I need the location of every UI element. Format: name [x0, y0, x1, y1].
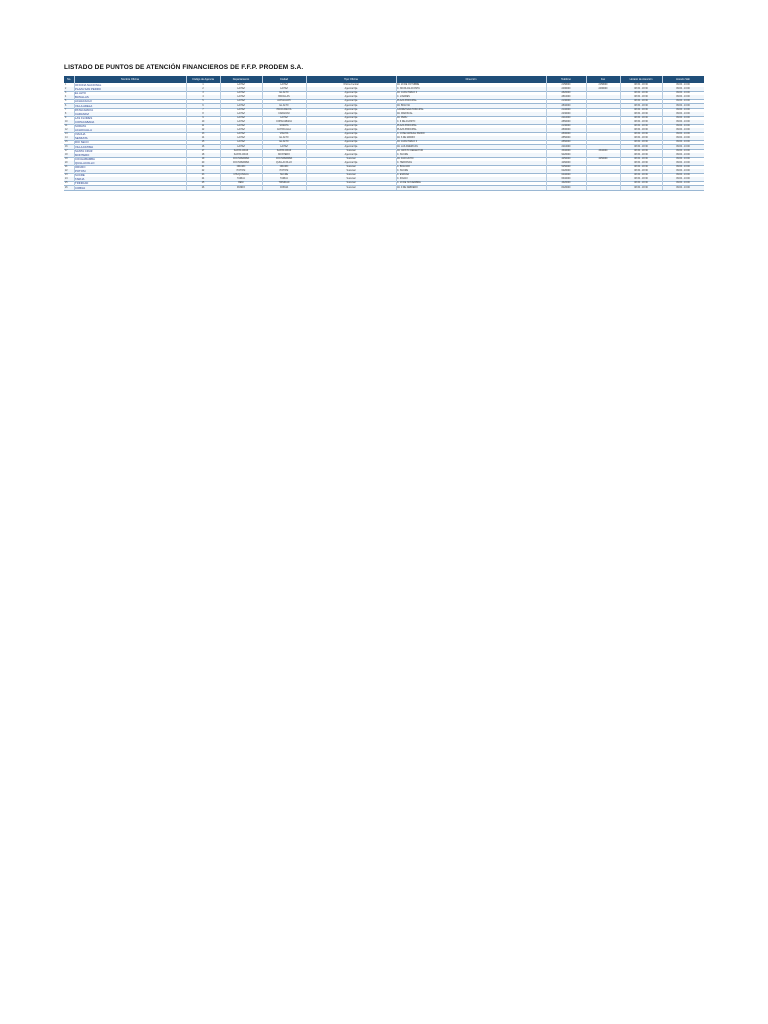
- cell-hours: 08:30 - 18:30: [634, 88, 648, 91]
- cell-hours: 08:30 - 18:30: [634, 170, 648, 173]
- cell-department: LA PAZ: [237, 88, 245, 91]
- cell-address: C. INGAVI: [397, 178, 408, 181]
- cell-no: 1: [65, 84, 67, 86]
- cell-no: 15: [65, 141, 68, 144]
- cell-office-name: POTOSI: [75, 169, 86, 174]
- cell-agency-code: 20: [201, 161, 205, 164]
- cell-department: LA PAZ: [237, 96, 245, 99]
- cell-agency-code: 10: [201, 120, 205, 123]
- cell-department: LA PAZ: [237, 120, 245, 123]
- cell-office-name: SUCRE: [75, 173, 85, 178]
- cell-no: 23: [65, 174, 68, 177]
- cell-city: EL ALTO: [279, 141, 289, 144]
- table-header: [64, 76, 704, 83]
- cell-department: COCHABAMBA: [232, 157, 250, 160]
- cell-office-type: Sucursal: [346, 149, 356, 152]
- cell-hours: 08:30 - 18:30: [634, 104, 648, 107]
- cell-phone: 6440000: [561, 174, 571, 177]
- cell-phone: 3340000: [561, 149, 571, 152]
- cell-office-type: Agencia Fija: [344, 141, 358, 144]
- cell-saturday-hours: 09:00 - 13:00: [676, 108, 690, 111]
- cell-hours: 08:30 - 18:30: [634, 157, 648, 160]
- cell-city: EL ALTO: [279, 104, 289, 107]
- cell-city: LA PAZ: [280, 116, 288, 119]
- cell-address: AV. JUAN PABLO II: [397, 92, 417, 95]
- cell-no: 21: [65, 166, 68, 168]
- cell-department: COCHABAMBA: [232, 161, 250, 164]
- column-header-no: No.: [66, 78, 72, 81]
- cell-department: LA PAZ: [237, 112, 245, 115]
- cell-address: C. 18 DE NOVIEMBRE: [397, 182, 421, 185]
- cell-department: LA PAZ: [237, 116, 245, 119]
- cell-office-type: Agencia Fija: [344, 88, 358, 91]
- cell-hours: 08:30 - 18:30: [634, 108, 648, 111]
- cell-department: LA PAZ: [237, 104, 245, 107]
- cell-hours: 08:30 - 18:30: [634, 149, 648, 152]
- column-header-fax: Fax: [600, 78, 606, 81]
- cell-office-type: Agencia Fija: [344, 100, 358, 103]
- cell-office-type: Agencia Fija: [344, 125, 358, 127]
- cell-saturday-hours: 09:00 - 13:00: [676, 112, 690, 115]
- column-divider: [220, 76, 221, 190]
- cell-phone: 2140000: [561, 108, 571, 111]
- cell-agency-code: 18: [201, 153, 205, 156]
- cell-saturday-hours: 09:00 - 13:00: [676, 182, 690, 185]
- cell-phone: 2800000: [561, 129, 571, 132]
- cell-office-type: Agencia Fija: [344, 161, 358, 164]
- cell-department: ORURO: [236, 166, 246, 168]
- cell-agency-code: 7: [202, 108, 204, 111]
- cell-department: LA PAZ: [237, 145, 245, 148]
- column-divider: [662, 76, 663, 190]
- cell-no: 8: [65, 112, 67, 115]
- cell-city: EL ALTO: [279, 92, 289, 95]
- cell-office-name: SORATA: [75, 124, 87, 128]
- cell-address: AV. JUAN PABLO II: [397, 141, 417, 144]
- table-row: [64, 186, 704, 191]
- cell-address: C. 6 DE AGOSTO: [397, 120, 416, 123]
- cell-phone: 2130000: [561, 125, 571, 127]
- cell-city: POTOSI: [279, 170, 289, 173]
- column-header-hours: Horario de Atención: [629, 78, 653, 81]
- cell-agency-code: 11: [201, 125, 205, 127]
- cell-hours: 08:30 - 18:30: [634, 141, 648, 144]
- cell-department: LA PAZ: [237, 84, 245, 86]
- cell-saturday-hours: 09:00 - 13:00: [676, 145, 690, 148]
- cell-address: C. NICOLAS ACOSTA: [397, 88, 420, 91]
- cell-saturday-hours: 09:00 - 13:00: [676, 170, 690, 173]
- cell-address: AV. LAS AMERICAS: [397, 145, 418, 148]
- cell-agency-code: 2: [202, 88, 204, 91]
- cell-city: SUCRE: [279, 174, 289, 177]
- cell-hours: 08:30 - 18:30: [634, 182, 648, 185]
- cell-department: LA PAZ: [237, 92, 245, 95]
- cell-city: EL ALTO: [279, 137, 289, 140]
- cell-office-name: RIO SECO: [75, 140, 89, 145]
- cell-agency-code: 3: [202, 92, 204, 95]
- cell-saturday-hours: 09:00 - 13:00: [676, 149, 690, 152]
- cell-fax: 2490000: [598, 88, 608, 91]
- cell-saturday-hours: 09:00 - 13:00: [676, 153, 690, 156]
- cell-office-name: ORURO: [75, 165, 86, 169]
- cell-saturday-hours: 09:00 - 13:00: [676, 92, 690, 95]
- cell-saturday-hours: 09:00 - 13:00: [676, 174, 690, 177]
- cell-office-type: Agencia Fija: [344, 112, 358, 115]
- cell-office-name: VILLA ADELA: [75, 103, 93, 108]
- cell-address: PLAZA PRINCIPAL: [397, 129, 417, 132]
- cell-office-type: Sucursal: [346, 157, 356, 160]
- cell-address: C. ESPAÑA: [397, 174, 410, 177]
- cell-city: ACHACACHI: [277, 100, 291, 103]
- cell-office-type: Sucursal: [346, 166, 356, 168]
- cell-address: C. SUCRE: [397, 170, 408, 173]
- cell-hours: 08:30 - 18:30: [634, 137, 648, 140]
- cell-office-name: QUILLACOLLO: [75, 160, 95, 165]
- cell-saturday-hours: 09:00 - 13:00: [676, 129, 690, 132]
- cell-city: SANTA CRUZ: [276, 149, 292, 152]
- cell-saturday-hours: 09:00 - 13:00: [676, 133, 690, 136]
- cell-no: 12: [65, 129, 68, 132]
- offices-table: [64, 76, 704, 964]
- cell-department: LA PAZ: [237, 137, 245, 140]
- cell-no: 19: [65, 157, 68, 160]
- cell-department: LA PAZ: [237, 141, 245, 144]
- cell-address: C. JOSE MANUEL PANDO: [397, 133, 425, 136]
- cell-city: COBIJA: [279, 186, 289, 189]
- cell-address: AV. PERU: [397, 116, 408, 119]
- cell-phone: 2810000: [561, 96, 571, 99]
- cell-office-type: Agencia Fija: [344, 120, 358, 123]
- cell-hours: 08:30 - 18:30: [634, 120, 648, 123]
- column-divider: [620, 76, 621, 190]
- cell-office-type: Sucursal: [346, 178, 356, 181]
- cell-agency-code: 16: [201, 145, 205, 148]
- cell-department: BENI: [238, 182, 244, 185]
- cell-address: AV. 6 DE MARZO: [397, 137, 415, 140]
- cell-phone: 6220000: [561, 170, 571, 173]
- cell-city: MONTERO: [278, 153, 290, 156]
- cell-office-name: BATALLAS: [75, 95, 89, 100]
- cell-address: AV. CRISTO REDENTOR: [397, 149, 424, 152]
- cell-agency-code: 15: [201, 141, 205, 144]
- cell-agency-code: 25: [201, 182, 205, 185]
- cell-office-name: ACHOCALLA: [75, 128, 92, 133]
- cell-address: C. BOLIVAR: [397, 166, 410, 168]
- cell-city: TRINIDAD: [278, 182, 290, 185]
- cell-city: COPACABANA: [276, 120, 292, 123]
- cell-saturday-hours: 09:00 - 13:00: [676, 125, 690, 127]
- cell-office-type: Agencia Fija: [344, 116, 358, 119]
- cell-saturday-hours: 09:00 - 13:00: [676, 84, 690, 86]
- cell-office-name: LAS FLORES: [75, 115, 93, 120]
- cell-saturday-hours: 09:00 - 13:00: [676, 88, 690, 91]
- cell-office-name: COPACABANA: [75, 119, 95, 124]
- cell-agency-code: 26: [201, 186, 205, 189]
- cell-phone: 9220000: [561, 153, 571, 156]
- cell-address: C. LINARES: [397, 96, 410, 99]
- cell-phone: 2158000: [561, 84, 571, 86]
- cell-hours: 08:30 - 18:30: [634, 145, 648, 148]
- cell-city: SORATA: [279, 125, 289, 127]
- cell-office-name: SANTA CRUZ: [75, 148, 93, 153]
- cell-phone: 2230000: [561, 112, 571, 115]
- cell-office-name: SENKATA: [75, 136, 88, 141]
- cell-saturday-hours: 09:00 - 13:00: [676, 96, 690, 99]
- cell-agency-code: 13: [201, 133, 205, 136]
- column-divider: [306, 76, 307, 190]
- cell-agency-code: 24: [201, 178, 205, 181]
- cell-office-type: Agencia Fija: [344, 145, 358, 148]
- cell-address: AV. MARISCAL: [397, 112, 413, 115]
- cell-phone: 4250000: [561, 157, 571, 160]
- cell-phone: 6640000: [561, 178, 571, 181]
- cell-department: LA PAZ: [237, 125, 245, 127]
- cell-hours: 08:30 - 18:30: [634, 161, 648, 164]
- column-header-city: Ciudad: [279, 78, 289, 81]
- cell-no: 11: [65, 125, 68, 127]
- cell-agency-code: 9: [202, 116, 204, 119]
- cell-no: 18: [65, 153, 68, 156]
- cell-no: 7: [65, 108, 67, 111]
- cell-office-name: EL ALTO: [75, 91, 86, 96]
- cell-address: PLAZA PRINCIPAL: [397, 100, 417, 103]
- cell-no: 13: [65, 133, 68, 136]
- cell-fax: 2158000: [598, 84, 608, 86]
- cell-office-name: TRINIDAD: [75, 181, 89, 186]
- cell-hours: 08:30 - 18:30: [634, 174, 648, 177]
- cell-fax: [587, 186, 619, 190]
- cell-office-name: COBIJA: [75, 185, 86, 190]
- cell-phone: 2850000: [561, 137, 571, 140]
- cell-phone: 4260000: [561, 161, 571, 164]
- cell-office-type: Agencia Fija: [344, 137, 358, 140]
- cell-no: 25: [65, 182, 68, 185]
- cell-office-name: MONTERO: [75, 152, 90, 157]
- cell-saturday-hours: 09:00 - 13:00: [676, 166, 690, 168]
- cell-department: LA PAZ: [237, 129, 245, 132]
- cell-phone: 8420000: [561, 186, 571, 189]
- cell-hours: 08:30 - 18:30: [634, 116, 648, 119]
- cell-hours: 08:30 - 18:30: [634, 129, 648, 132]
- cell-no: 26: [65, 186, 68, 189]
- cell-city: VIACHA: [279, 133, 289, 136]
- cell-office-name: COCHABAMBA: [75, 156, 95, 161]
- cell-no: 2: [65, 88, 67, 91]
- cell-no: 16: [65, 145, 68, 148]
- cell-phone: 2860000: [561, 120, 571, 123]
- cell-phone: 5250000: [561, 166, 571, 168]
- cell-no: 6: [65, 104, 67, 107]
- column-header-department: Departamento: [232, 78, 250, 81]
- column-divider: [262, 76, 263, 190]
- cell-office-type: Sucursal: [346, 170, 356, 173]
- cell-agency-code: 14: [201, 137, 205, 140]
- cell-hours: 08:30 - 18:30: [634, 84, 648, 86]
- cell-office-type: Agencia Fija: [344, 92, 358, 95]
- cell-office-type: Agencia Fija: [344, 133, 358, 136]
- cell-agency-code: 6: [202, 104, 204, 107]
- cell-saturday-hours: 09:00 - 13:00: [676, 120, 690, 123]
- column-divider: [186, 76, 187, 190]
- cell-office-name: CARANAVI: [75, 111, 90, 116]
- cell-saturday-hours: 09:00 - 13:00: [676, 137, 690, 140]
- cell-department: LA PAZ: [237, 100, 245, 103]
- cell-city: ACHOCALLA: [277, 129, 291, 132]
- cell-hours: 08:30 - 18:30: [634, 153, 648, 156]
- cell-address: PLAZA PRINCIPAL: [397, 125, 417, 127]
- cell-hours: 08:30 - 18:30: [634, 133, 648, 136]
- cell-address: C. SUCRE: [397, 153, 408, 156]
- cell-saturday-hours: 09:00 - 13:00: [676, 104, 690, 107]
- cell-office-type: Agencia Fija: [344, 153, 358, 156]
- column-divider: [546, 76, 547, 190]
- cell-office-name: ACHACACHI: [75, 99, 92, 104]
- cell-department: CHUQUISACA: [233, 174, 249, 177]
- cell-hours: 08:30 - 18:30: [634, 92, 648, 95]
- cell-office-type: Oficina Central: [343, 84, 359, 86]
- cell-saturday-hours: 09:00 - 13:00: [676, 100, 690, 103]
- cell-city: TARIJA: [280, 178, 288, 181]
- cell-phone: 2800000: [561, 133, 571, 136]
- cell-city: LA PAZ: [280, 84, 288, 86]
- cell-no: 17: [65, 149, 68, 152]
- cell-no: 4: [65, 96, 67, 99]
- cell-office-name: PLAZA SAN PEDRO: [75, 87, 101, 92]
- cell-office-type: Sucursal: [346, 174, 356, 177]
- cell-saturday-hours: 09:00 - 13:00: [676, 186, 690, 189]
- cell-department: POTOSI: [236, 170, 246, 173]
- cell-office-type: Agencia Fija: [344, 108, 358, 111]
- column-divider: [586, 76, 587, 190]
- cell-address: AV. AYACUCHO: [397, 157, 414, 160]
- cell-city: PATACAMAYA: [276, 108, 292, 111]
- cell-office-name: OFICINA NACIONAL: [75, 83, 102, 87]
- cell-agency-code: 19: [201, 157, 205, 160]
- cell-office-type: Agencia Fija: [344, 104, 358, 107]
- cell-agency-code: 23: [201, 174, 205, 177]
- cell-phone: 2840000: [561, 104, 571, 107]
- column-header-saturday-hours: Horario Sáb: [676, 78, 690, 81]
- cell-address: AV. 9 DE FEBRERO: [397, 186, 418, 189]
- cell-office-type: Sucursal: [346, 182, 356, 185]
- cell-hours: 08:30 - 18:30: [634, 125, 648, 127]
- cell-saturday-hours: 09:00 - 13:00: [676, 161, 690, 164]
- cell-agency-code: 17: [201, 149, 205, 152]
- cell-office-name: VIACHA: [75, 132, 86, 137]
- cell-city: LA PAZ: [280, 145, 288, 148]
- cell-no: 3: [65, 92, 67, 95]
- cell-city: CARANAVI: [278, 112, 290, 115]
- document-title: LISTADO DE PUNTOS DE ATENCIÓN FINANCIEROS DE F.F.P. PRODEM S.A.: [64, 64, 304, 71]
- cell-department: SANTA CRUZ: [233, 153, 249, 156]
- cell-no: 5: [65, 100, 67, 103]
- cell-agency-code: 12: [201, 129, 205, 132]
- cell-saturday-hours: 09:00 - 13:00: [676, 157, 690, 160]
- cell-phone: 2860000: [561, 141, 571, 144]
- cell-department: LA PAZ: [237, 133, 245, 136]
- cell-address: CARRETERA PRINCIPAL: [397, 108, 424, 111]
- cell-department: LA PAZ: [237, 108, 245, 111]
- cell-no: 22: [65, 170, 68, 173]
- column-header-office-type: Tipo Oficina: [344, 78, 358, 81]
- cell-office-type: Sucursal: [346, 186, 356, 189]
- cell-agency-code: 22: [201, 170, 205, 173]
- cell-city: LA PAZ: [280, 88, 288, 91]
- cell-address: AV. 20 DE OCTUBRE: [397, 84, 420, 86]
- cell-saturday-hours: 09:00 - 13:00: [676, 116, 690, 119]
- cell-agency-code: 21: [201, 166, 205, 168]
- cell-hours: 08:30 - 18:30: [634, 100, 648, 103]
- cell-address: C. HEROINAS: [397, 161, 412, 164]
- cell-agency-code: 5: [202, 100, 204, 103]
- cell-saturday-hours: 09:00 - 13:00: [676, 178, 690, 181]
- cell-agency-code: 8: [202, 112, 204, 115]
- cell-agency-code: 1: [202, 84, 204, 86]
- cell-hours: 08:30 - 18:30: [634, 178, 648, 181]
- cell-phone: 2490000: [561, 88, 571, 91]
- cell-no: 24: [65, 178, 68, 181]
- cell-phone: 2210000: [561, 116, 571, 119]
- column-divider: [74, 76, 75, 190]
- cell-city: QUILLACOLLO: [276, 161, 292, 164]
- cell-office-type: Agencia Fija: [344, 129, 358, 132]
- cell-fax: 4250000: [598, 157, 608, 160]
- cell-hours: 08:30 - 18:30: [634, 186, 648, 189]
- cell-saturday-hours: 09:00 - 13:00: [676, 141, 690, 144]
- cell-department: SANTA CRUZ: [233, 149, 249, 152]
- cell-address: AV. BOLIVIA: [397, 104, 410, 107]
- column-header-phone: Teléfono: [561, 78, 571, 81]
- column-header-address: Dirección: [465, 78, 477, 81]
- cell-office-name: VILLA FATIMA: [75, 144, 94, 149]
- cell-office-name: TARIJA: [75, 177, 85, 182]
- cell-office-type: Agencia Fija: [344, 96, 358, 99]
- cell-phone: 2130000: [561, 100, 571, 103]
- cell-city: ORURO: [279, 166, 289, 168]
- cell-phone: 4620000: [561, 182, 571, 185]
- cell-phone: 2210000: [561, 145, 571, 148]
- cell-no: 10: [65, 120, 68, 123]
- cell-hours: 08:30 - 18:30: [634, 166, 648, 168]
- cell-city: BATALLAS: [278, 96, 290, 99]
- cell-department: TARIJA: [237, 178, 245, 181]
- cell-hours: 08:30 - 18:30: [634, 112, 648, 115]
- cell-agency-code: 4: [202, 96, 204, 99]
- column-header-agency-code: Código de Agencia: [192, 78, 214, 81]
- cell-department: PANDO: [237, 186, 245, 189]
- column-header-office-name: Nombre Oficina: [120, 78, 140, 81]
- cell-no: 20: [65, 161, 68, 164]
- cell-no: 14: [65, 137, 68, 140]
- cell-fax: 3340000: [598, 149, 608, 152]
- cell-city: COCHABAMBA: [275, 157, 293, 160]
- cell-phone: 2820000: [561, 92, 571, 95]
- column-divider: [396, 76, 397, 190]
- cell-hours: 08:30 - 18:30: [634, 96, 648, 99]
- cell-no: 9: [65, 116, 67, 119]
- cell-office-name: PATACAMAYA: [75, 107, 94, 112]
